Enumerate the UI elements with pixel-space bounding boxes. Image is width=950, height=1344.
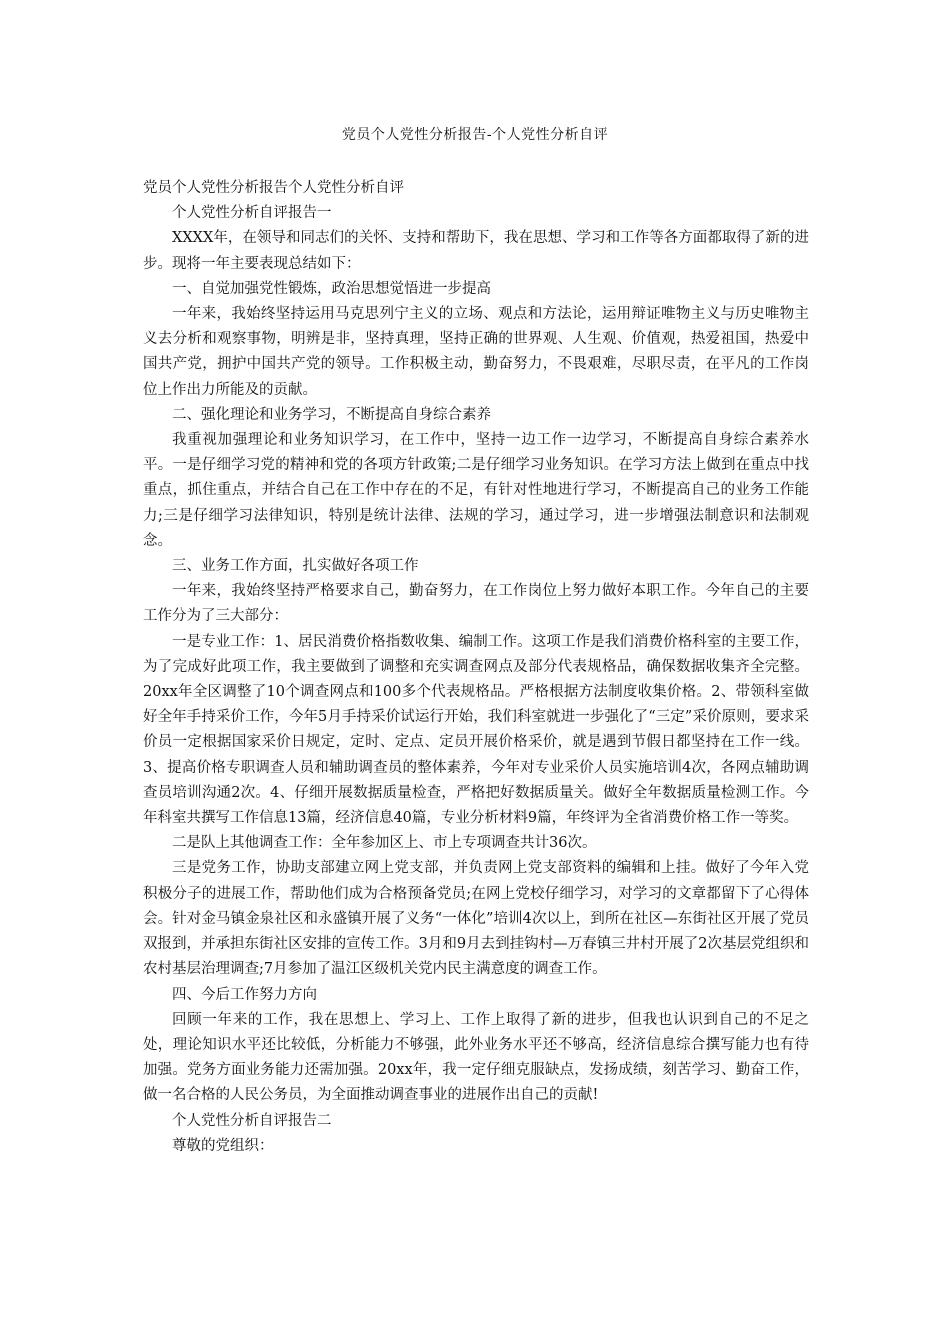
document-body [143, 176, 809, 1159]
paragraph-intro: XXXX年，在领导和同志们的关怀、支持和帮助下，我在思想、学习和工作等各方面都取得了新的进步。现将一年主要表现总结如下： [143, 230, 809, 272]
paragraph-section-three-intro: 一年来，我始终坚持严格要求自己，勤奋努力，在工作岗位上努力做好本职工作。今年自己的主要工作分为了三大部分： [143, 583, 809, 625]
paragraph-section-four-heading: 四、今后工作努力方向 [172, 986, 317, 1003]
paragraph-salutation: 尊敬的党组织： [172, 1137, 274, 1154]
paragraph-professional-work: 一是专业工作：1、居民消费价格指数收集、编制工作。这项工作是我们消费价格科室的主要工作，为了完成好此项工作，我主要做到了调整和充实调查网点及部分代表规格品，确保数据收集齐全完整。20xx年全区调整了10个调查网点和100多个代表规格品。严格根据方法制度收集价格。2、带领科室做好全年手持采价工作，今年5月手持采价试运行开始，我们科室就进一步强化了“三定”采价原则，要求采价员一定根据国家采价日规定，定时、定点、定员开展价格采价，就是遇到节假日都坚持在工作一线。3、提高价格专职调查人员和辅助调查员的整体素养，今年对专业采价人员实施培训4次，各网点辅助调查员培训沟通2次。4、仔细开展数据质量检查，严格把好数据质量关。做好全年数据质量检测工作。今年科室共撰写工作信息13篇，经济信息40篇，专业分析材料9篇，年终评为全省消费价格工作一等奖。 [143, 633, 809, 827]
paragraph-party-work: 三是党务工作，协助支部建立网上党支部，并负责网上党支部资料的编辑和上挂。做好了今年入党积极分子的进展工作，帮助他们成为合格预备党员;在网上党校仔细学习，对学习的文章都留下了心得体会。针对金马镇金泉社区和永盛镇开展了义务“一体化”培训4次以上，到所在社区—东街社区开展了党员双报到，并承担东街社区安排的宣传工作。3月和9月去到挂钩村—万春镇三井村开展了2次基层党组织和农村基层治理调查;7月参加了温江区级机关党内民主满意度的调查工作。 [143, 860, 809, 978]
paragraph-section-two-heading: 二、强化理论和业务学习，不断提高自身综合素养 [172, 406, 491, 423]
paragraph-other-surveys: 二是队上其他调查工作：全年参加区上、市上专项调查共计36次。 [172, 835, 597, 852]
paragraph-section-four-body: 回顾一年来的工作，我在思想上、学习上、工作上取得了新的进步，但我也认识到自己的不足之处，理论知识水平还比较低，分析能力不够强，此外业务水平还不够高，经济信息综合撰写能力也有待加强。党务方面业务能力还需加强。20xx年，我一定仔细克服缺点，发扬成绩，刻苦学习、勤奋工作，做一名合格的人民公务员，为全面推动调查事业的进展作出自己的贡献! [143, 1011, 809, 1104]
paragraph-section-two-body: 我重视加强理论和业务知识学习，在工作中，坚持一边工作一边学习，不断提高自身综合素养水平。一是仔细学习党的精神和党的各项方针政策;二是仔细学习业务知识。在学习方法上做到在重点中找重点，抓住重点，并结合自己在工作中存在的不足，有针对性地进行学习，不断提高自己的业务工作能力;三是仔细学习法律知识，特别是统计法律、法规的学习，通过学习，进一步增强法制意识和法制观念。 [143, 432, 809, 549]
paragraph-subtitle: 党员个人党性分析报告个人党性分析自评 [143, 180, 404, 196]
paragraph-section-one-heading: 一、自觉加强党性锻炼，政治思想觉悟进一步提高 [172, 280, 491, 297]
paragraph-report-two-heading: 个人党性分析自评报告二 [172, 1112, 332, 1129]
paragraph-report-one-heading: 个人党性分析自评报告一 [172, 205, 332, 222]
paragraph-section-one-body: 一年来，我始终坚持运用马克思列宁主义的立场、观点和方法论，运用辩证唯物主义与历史唯物主义去分析和观察事物，明辨是非，坚持真理，坚持正确的世界观、人生观、价值观，热爱祖国，热爱中国共产党，拥护中国共产党的领导。工作积极主动，勤奋努力，不畏艰难，尽职尽责，在平凡的工作岗位上作出力所能及的贡献。 [143, 306, 809, 398]
document-title: 党员个人党性分析报告-个人党性分析自评 [341, 127, 609, 143]
paragraph-section-three-heading: 三、业务工作方面，扎实做好各项工作 [172, 558, 419, 575]
